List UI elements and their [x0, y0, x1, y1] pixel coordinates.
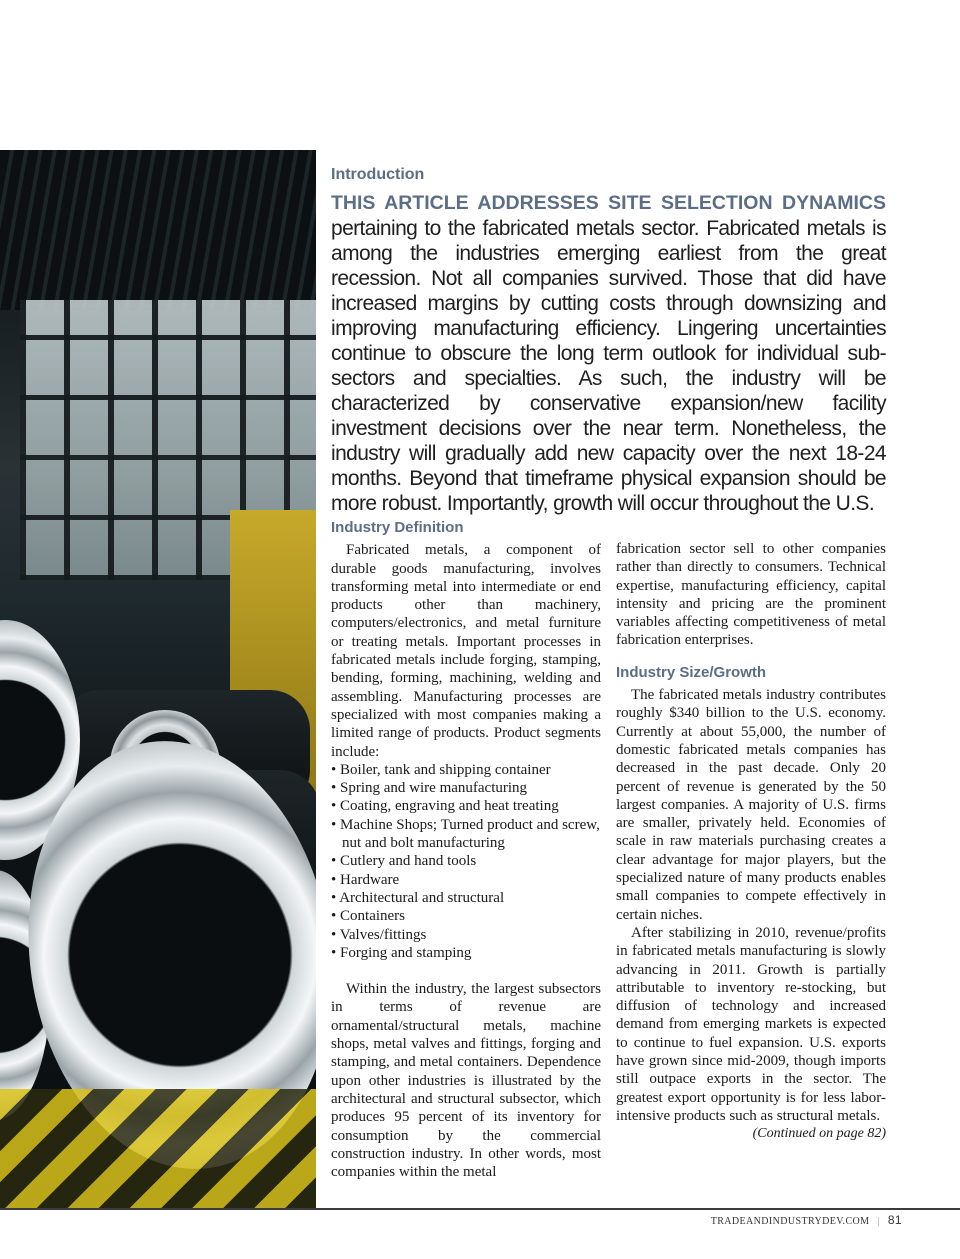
list-item: • Architectural and structural	[331, 889, 601, 907]
hazard-striped-floor	[0, 1089, 316, 1209]
factory-roof	[0, 150, 316, 310]
left-column	[331, 519, 601, 1181]
list-item: • Boiler, tank and shipping container	[331, 761, 601, 779]
right-column	[616, 540, 886, 1144]
page-number: 81	[887, 1213, 902, 1227]
steel-coils-photo	[0, 150, 316, 1209]
spacer	[616, 650, 886, 664]
continued-note: (Continued on page 82)	[752, 1126, 886, 1142]
growth-text: After stabilizing in 2010, revenue/profits in fabricated metals manufacturing is slowly advancing in 2011. Growth is partially attributable to inventory re-stocking, but diffusion of technology and increased demand from emerging markets is expected to continue to fuel expansion. U.S. exports have grown since mid-2009, though imports still outpace exports in the sector. The greatest export opportunity is for less labor-intensive products such as structural metals.	[616, 924, 886, 1124]
subsectors-paragraph: Within the industry, the largest subsectors in terms of revenue are ornamental/structural metals, machine shops, metal valves and fittings, forging and stamping, and metal containers. Dependence upon other industries is illustrated by the architectural and structural subsector, which produces 95 percent of its inventory for consumption by the commercial construction industry. In other words, most companies within the metal	[331, 981, 601, 1181]
list-item: • Forging and stamping	[331, 944, 601, 962]
industry-definition-heading: Industry Definition	[331, 519, 464, 536]
industry-size-heading: Industry Size/Growth	[616, 663, 767, 681]
size-paragraph: The fabricated metals industry contributes roughly $340 billion to the U.S. economy. Currently at about 55,000, the number of domestic fabricated metals companies has decreased in the past decade. Only 20 percent of revenue is generated by the 50 largest companies. A majority of U.S. firms are smaller, privately held. Economies of scale in raw materials purchasing creates a clear advantage for major players, but the specialized nature of many products enables small companies to compete effectively in certain niches.	[616, 687, 886, 923]
introduction-heading: Introduction	[331, 166, 425, 183]
list-item: • Valves/fittings	[331, 926, 601, 944]
list-item: • Spring and wire manufacturing	[331, 779, 601, 797]
definition-paragraph: Fabricated metals, a component of durable goods manufacturing, involves transforming metal into intermediate or end products other than machinery, computers/electronics, and metal furniture or treating metals. Important processes in fabricated metals include forging, stamping, bending, forming, machining, welding and assembling. Manufacturing processes are specialized with most companies making a limited range of products. Product segments include:	[331, 542, 601, 760]
subsectors-paragraph-continued: fabrication sector sell to other companies rather than directly to consumers. Technical expertise, manufacturing efficiency, capital intensity and pricing are the prominent variables affecting competitiveness of metal fabrication enterprises.	[616, 541, 886, 649]
growth-paragraph	[616, 924, 886, 1142]
list-item: • Hardware	[331, 871, 601, 889]
footer-rule	[0, 1208, 960, 1210]
spacer	[331, 962, 601, 980]
product-segments-list	[331, 761, 601, 962]
website-url: TRADEANDINDUSTRYDEV.COM	[710, 1216, 870, 1227]
lead-paragraph	[331, 190, 886, 516]
page-footer	[711, 1213, 902, 1227]
list-item: • Coating, engraving and heat treating	[331, 797, 601, 815]
list-item: • Cutlery and hand tools	[331, 852, 601, 870]
lead-text: pertaining to the fabricated metals sector. Fabricated metals is among the industries emerging earliest from the great recession. Not all companies survived. Those that did have increased margins by cutting costs through downsizing and improving manufacturing efficiency. Lingering uncertainties continue to obscure the long term outlook for individual sub-sectors and specialties. As such, the industry will be characterized by conservative expansion/new facility investment decisions over the near term. Nonetheless, the industry will gradually add new capacity over the next 18-24 months. Beyond that timeframe physical expansion should be more robust. Importantly, growth will occur throughout the U.S.	[331, 217, 886, 515]
lead-caps: THIS ARTICLE ADDRESSES SITE SELECTION DYNAMICS	[331, 192, 886, 214]
footer-separator: |	[877, 1216, 880, 1227]
list-item: • Containers	[331, 907, 601, 925]
list-item: • Machine Shops; Turned product and screw, nut and bolt manufacturing	[331, 816, 601, 853]
